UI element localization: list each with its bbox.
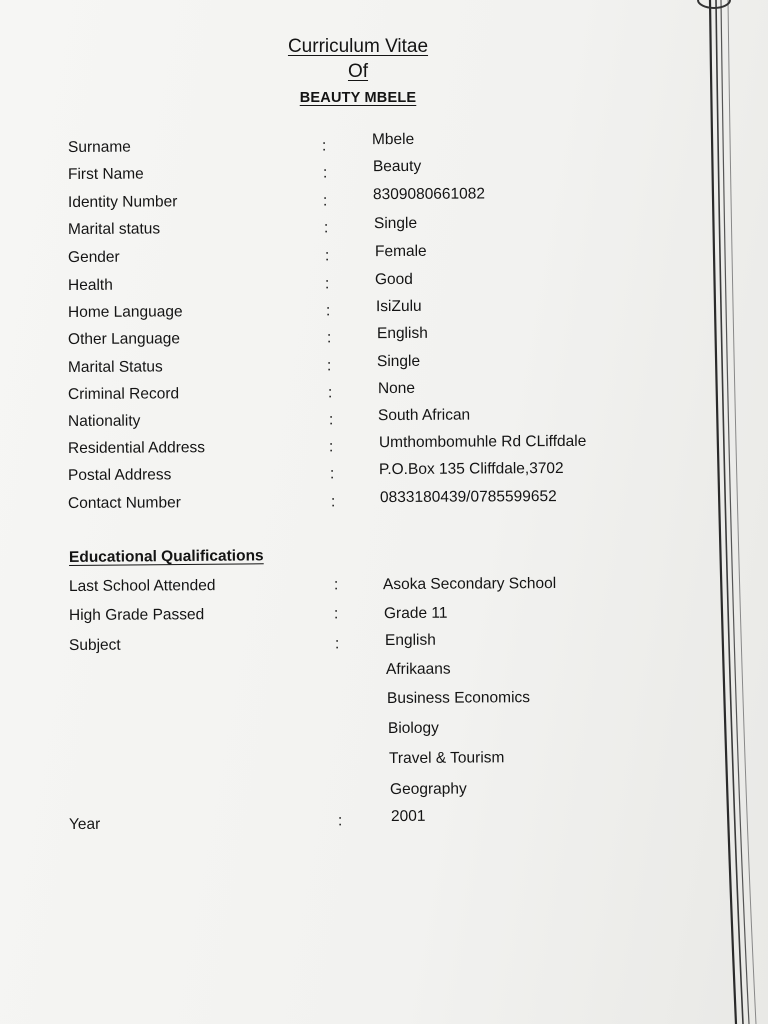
separator: : (327, 384, 333, 402)
field-label: Identity Number (67, 193, 178, 211)
separator: : (329, 465, 335, 483)
field-value: IsiZulu (375, 297, 422, 316)
field-value: Female (374, 242, 427, 261)
separator: : (323, 219, 329, 237)
high-grade-label: High Grade Passed (68, 606, 205, 624)
field-label: Marital Status (67, 358, 163, 376)
field-value: Umthombomuhle Rd CLiffdale (378, 432, 587, 452)
field-value: Single (373, 214, 418, 233)
year-label: Year (68, 815, 101, 833)
field-value: Mbele (371, 130, 415, 149)
field-value: P.O.Box 135 Cliffdale,3702 (378, 459, 564, 479)
separator: : (324, 247, 330, 265)
separator: : (322, 192, 328, 210)
subject-item: Afrikaans (385, 660, 451, 678)
field-label: Other Language (67, 330, 181, 348)
field-label: Nationality (67, 412, 141, 430)
field-label: First Name (67, 165, 144, 183)
separator: : (326, 357, 332, 375)
last-school-value: Asoka Secondary School (382, 575, 557, 594)
field-value: Single (376, 352, 421, 371)
subject-item: Biology (387, 719, 439, 737)
separator: : (333, 605, 339, 623)
field-value: 8309080661082 (372, 185, 486, 204)
field-label: Contact Number (67, 494, 181, 512)
high-grade-value: Grade 11 (383, 604, 448, 623)
separator: : (328, 438, 334, 456)
separator: : (333, 576, 339, 594)
separator: : (330, 493, 336, 511)
field-value: None (377, 379, 416, 398)
education-title: Educational Qualifications (68, 547, 264, 566)
field-label: Surname (67, 138, 131, 156)
year-value: 2001 (390, 807, 426, 826)
subject-item: Business Economics (386, 689, 531, 707)
separator: : (325, 302, 331, 320)
field-value: Good (374, 270, 413, 289)
field-label: Residential Address (67, 439, 206, 457)
subject-item: Geography (389, 780, 467, 798)
separator: : (321, 137, 327, 155)
separator: : (326, 329, 332, 347)
field-value: South African (377, 406, 471, 425)
separator: : (322, 164, 328, 182)
field-label: Postal Address (67, 466, 172, 484)
field-value: 0833180439/0785599652 (379, 488, 557, 507)
field-value: Beauty (372, 157, 422, 176)
binder-ring-graphic (688, 0, 768, 1024)
field-label: Marital status (67, 220, 161, 238)
field-label: Criminal Record (67, 385, 180, 403)
field-label: Gender (67, 248, 120, 266)
subject-item: Travel & Tourism (388, 749, 505, 767)
separator: : (337, 812, 343, 830)
person-name: BEAUTY MBELE (299, 90, 417, 106)
document-title: Curriculum Vitae (287, 36, 429, 57)
document-of: Of (347, 61, 369, 82)
subject-item: English (384, 631, 436, 649)
subject-label: Subject (68, 636, 121, 654)
field-label: Health (67, 276, 113, 294)
field-value: English (376, 324, 428, 343)
last-school-label: Last School Attended (68, 577, 216, 595)
field-label: Home Language (67, 303, 183, 321)
separator: : (324, 275, 330, 293)
separator: : (328, 411, 334, 429)
separator: : (334, 635, 340, 653)
